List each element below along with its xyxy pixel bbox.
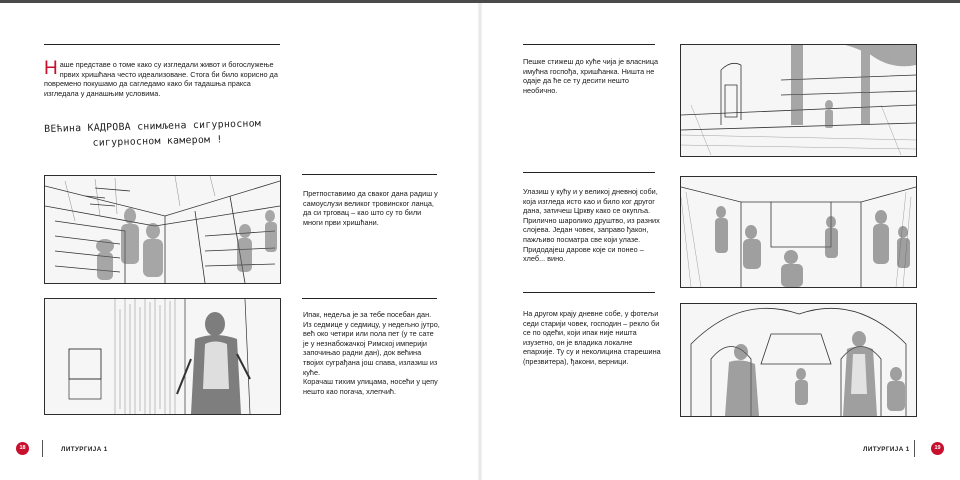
caption-block-6 bbox=[523, 309, 663, 367]
handwritten-note-line-1: ВЕћина КАДРОВА снимљена сигурносном bbox=[44, 118, 262, 135]
storyboard-panel-walking-man bbox=[44, 298, 281, 415]
supermarket-sketch bbox=[45, 176, 280, 283]
caption-3-text: Корачаш тихим улицама, носећи у цепу нешто као погача, хлепчић. bbox=[303, 377, 438, 396]
caption-5-top-rule bbox=[523, 172, 655, 173]
house-exterior-sketch bbox=[681, 45, 916, 156]
walking-man-sketch bbox=[45, 299, 280, 414]
handwritten-note bbox=[44, 116, 262, 152]
drop-cap: Н bbox=[44, 58, 58, 79]
footer-label-right: ЛИТУРГИЈА 1 bbox=[863, 446, 910, 453]
intro-paragraph bbox=[44, 60, 282, 98]
book-gutter bbox=[478, 3, 482, 480]
caption-block-1 bbox=[303, 189, 441, 227]
caption-4-text: Пешке стижеш до куће чија је власница имућна госпођа, хришћанка. Ништа не одаје да ће се ту десити нешто необично. bbox=[523, 57, 659, 95]
caption-block-2 bbox=[303, 310, 441, 396]
caption-block-5 bbox=[523, 187, 663, 264]
storyboard-panel-supermarket bbox=[44, 175, 281, 284]
caption-2-top-rule bbox=[302, 298, 437, 299]
footer-label-left: ЛИТУРГИЈА 1 bbox=[61, 446, 108, 453]
folio-separator-left bbox=[42, 440, 43, 457]
caption-2-text: Ипак, недеља је за тебе посебан дан. Из седмице у седмицу, у недељно јутро, већ око четири или пола пет (у те сате је у незнабожачкој Римској империји започињао радни дан), док већина твојих суграђана још спава, излазиш из куће. bbox=[303, 310, 440, 377]
caption-1-top-rule bbox=[302, 174, 437, 175]
intro-top-rule bbox=[44, 44, 280, 45]
caption-4-top-rule bbox=[523, 44, 655, 45]
living-room-sketch bbox=[681, 177, 916, 287]
page-number-left: 18 bbox=[16, 442, 29, 455]
intro-text: аше представе о томе како су изгледали живот и богослужење првих хришћана често идеализоване. Стога би било корисно да повремено покушамо да сагледамо како би тадашња пракса изгледала у данашњим условима. bbox=[44, 60, 278, 98]
storyboard-panel-house-exterior bbox=[680, 44, 917, 157]
handwritten-note-line-2: сигурносном камером ! bbox=[92, 134, 223, 149]
caption-6-text: На другом крају дневне собе, у фотељи седи старији човек, господин – рекло би се по одећи, који ипак није ништа изузетно, он је владика локалне епархије. Ту су и неколицина старешина (презвитера), ђакони, верници. bbox=[523, 309, 661, 366]
caption-6-top-rule bbox=[523, 292, 655, 293]
caption-5-text: Улазиш у кућу и у великој дневној соби, која изгледа исто као и било ког другог дана, затичеш Цркву како се окупља. Прилично шаролико друштво, из разних слојева. Један човек, заправо ђакон, пажљиво посматра све који улазе. Придодајеш дарове које си понео – хлеб... вино. bbox=[523, 187, 660, 264]
storyboard-panel-living-room bbox=[680, 176, 917, 288]
page-number-right: 19 bbox=[931, 442, 944, 455]
caption-1-text: Претпоставимо да сваког дана радиш у самоуслузи великог тровинског ланца, да си трговац – као што су то били многи први хришћани. bbox=[303, 189, 438, 227]
bishop-sketch bbox=[681, 304, 916, 416]
folio-separator-right bbox=[914, 440, 915, 457]
storyboard-panel-bishop bbox=[680, 303, 917, 417]
caption-block-4 bbox=[523, 57, 663, 95]
